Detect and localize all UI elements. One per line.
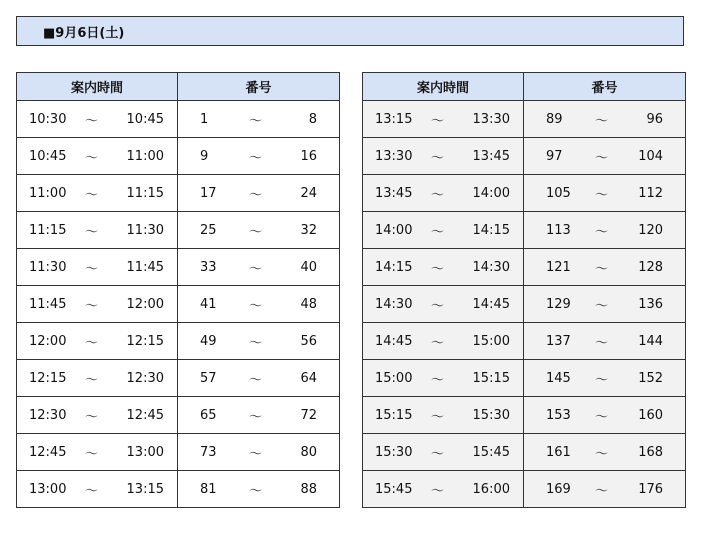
time-start-cell: 15:45 [363,471,419,508]
number-start-cell: 137 [524,323,582,360]
table-row [363,397,686,434]
number-range-separator: 〜 [236,397,276,434]
time-end-cell: 11:00 [111,138,178,175]
number-range-separator: 〜 [582,471,622,508]
time-start-cell: 13:30 [363,138,419,175]
number-start-cell: 145 [524,360,582,397]
time-start-cell: 15:00 [363,360,419,397]
table-row [363,101,686,138]
time-range-separator: 〜 [419,249,457,286]
time-end-cell: 13:15 [111,471,178,508]
table-row [17,286,340,323]
time-range-separator: 〜 [73,101,111,138]
time-range-separator: 〜 [419,286,457,323]
number-range-separator: 〜 [236,212,276,249]
table-header-row [363,73,686,101]
table-row [363,249,686,286]
column-header-number: 番号 [178,73,340,101]
number-range-separator: 〜 [582,397,622,434]
time-end-cell: 15:30 [457,397,524,434]
time-start-cell: 11:00 [17,175,73,212]
time-start-cell: 12:30 [17,397,73,434]
time-end-cell: 13:30 [457,101,524,138]
table-row [17,323,340,360]
time-range-separator: 〜 [419,397,457,434]
number-end-cell: 112 [622,175,686,212]
time-range-separator: 〜 [73,360,111,397]
time-end-cell: 11:45 [111,249,178,286]
number-start-cell: 89 [524,101,582,138]
table-row [17,434,340,471]
number-range-separator: 〜 [236,138,276,175]
number-end-cell: 96 [622,101,686,138]
time-end-cell: 10:45 [111,101,178,138]
time-start-cell: 13:45 [363,175,419,212]
time-range-separator: 〜 [419,471,457,508]
table-row [363,138,686,175]
schedule-body-morning [17,101,340,508]
time-range-separator: 〜 [419,323,457,360]
number-end-cell: 120 [622,212,686,249]
number-start-cell: 129 [524,286,582,323]
date-banner [16,16,684,46]
time-range-separator: 〜 [73,212,111,249]
table-row [17,138,340,175]
time-end-cell: 11:30 [111,212,178,249]
time-end-cell: 12:15 [111,323,178,360]
time-end-cell: 14:00 [457,175,524,212]
time-start-cell: 14:00 [363,212,419,249]
schedule-table-afternoon [362,72,686,508]
number-start-cell: 25 [178,212,236,249]
time-end-cell: 14:45 [457,286,524,323]
number-range-separator: 〜 [582,360,622,397]
number-end-cell: 32 [276,212,340,249]
time-range-separator: 〜 [73,434,111,471]
number-start-cell: 73 [178,434,236,471]
time-start-cell: 13:15 [363,101,419,138]
time-end-cell: 15:15 [457,360,524,397]
time-start-cell: 10:30 [17,101,73,138]
number-end-cell: 16 [276,138,340,175]
time-start-cell: 10:45 [17,138,73,175]
number-start-cell: 17 [178,175,236,212]
time-start-cell: 12:00 [17,323,73,360]
number-end-cell: 8 [276,101,340,138]
time-end-cell: 16:00 [457,471,524,508]
time-end-cell: 12:45 [111,397,178,434]
time-end-cell: 12:30 [111,360,178,397]
table-row [17,212,340,249]
time-range-separator: 〜 [73,397,111,434]
schedule-body-afternoon [363,101,686,508]
table-row [363,360,686,397]
time-end-cell: 11:15 [111,175,178,212]
table-row [17,397,340,434]
time-start-cell: 13:00 [17,471,73,508]
time-start-cell: 15:15 [363,397,419,434]
table-header-row [17,73,340,101]
table-row [363,212,686,249]
number-end-cell: 152 [622,360,686,397]
number-range-separator: 〜 [582,286,622,323]
table-row [17,249,340,286]
time-start-cell: 11:45 [17,286,73,323]
number-range-separator: 〜 [582,101,622,138]
time-range-separator: 〜 [73,249,111,286]
time-start-cell: 15:30 [363,434,419,471]
number-end-cell: 88 [276,471,340,508]
time-range-separator: 〜 [73,471,111,508]
number-start-cell: 9 [178,138,236,175]
schedule-table-morning [16,72,340,508]
table-row [363,323,686,360]
time-range-separator: 〜 [419,175,457,212]
time-range-separator: 〜 [73,138,111,175]
number-end-cell: 24 [276,175,340,212]
table-row [17,360,340,397]
number-end-cell: 160 [622,397,686,434]
number-start-cell: 105 [524,175,582,212]
time-range-separator: 〜 [419,212,457,249]
number-range-separator: 〜 [582,175,622,212]
time-end-cell: 13:45 [457,138,524,175]
number-start-cell: 97 [524,138,582,175]
number-range-separator: 〜 [582,249,622,286]
number-start-cell: 153 [524,397,582,434]
time-end-cell: 14:15 [457,212,524,249]
number-start-cell: 81 [178,471,236,508]
table-row [363,175,686,212]
number-end-cell: 48 [276,286,340,323]
number-start-cell: 161 [524,434,582,471]
number-start-cell: 169 [524,471,582,508]
number-range-separator: 〜 [582,138,622,175]
column-header-time: 案内時間 [17,73,178,101]
number-range-separator: 〜 [582,212,622,249]
number-range-separator: 〜 [236,175,276,212]
time-range-separator: 〜 [419,434,457,471]
time-start-cell: 14:45 [363,323,419,360]
number-start-cell: 1 [178,101,236,138]
number-end-cell: 40 [276,249,340,286]
date-label: ■9月6日(土) [43,25,125,41]
time-start-cell: 12:15 [17,360,73,397]
table-row [363,286,686,323]
time-end-cell: 15:00 [457,323,524,360]
number-range-separator: 〜 [236,249,276,286]
time-end-cell: 14:30 [457,249,524,286]
number-range-separator: 〜 [582,323,622,360]
number-start-cell: 113 [524,212,582,249]
time-range-separator: 〜 [73,323,111,360]
time-range-separator: 〜 [419,101,457,138]
number-start-cell: 121 [524,249,582,286]
table-row [17,471,340,508]
time-start-cell: 12:45 [17,434,73,471]
number-range-separator: 〜 [236,471,276,508]
number-end-cell: 176 [622,471,686,508]
number-range-separator: 〜 [236,434,276,471]
number-range-separator: 〜 [236,323,276,360]
time-range-separator: 〜 [73,175,111,212]
number-end-cell: 80 [276,434,340,471]
time-start-cell: 14:15 [363,249,419,286]
number-range-separator: 〜 [236,360,276,397]
number-end-cell: 56 [276,323,340,360]
table-row [363,471,686,508]
time-end-cell: 15:45 [457,434,524,471]
time-start-cell: 11:15 [17,212,73,249]
time-end-cell: 12:00 [111,286,178,323]
number-end-cell: 168 [622,434,686,471]
time-range-separator: 〜 [419,360,457,397]
number-end-cell: 128 [622,249,686,286]
number-start-cell: 49 [178,323,236,360]
column-header-number: 番号 [524,73,686,101]
number-range-separator: 〜 [236,101,276,138]
number-end-cell: 136 [622,286,686,323]
time-start-cell: 14:30 [363,286,419,323]
number-start-cell: 65 [178,397,236,434]
number-range-separator: 〜 [236,286,276,323]
time-start-cell: 11:30 [17,249,73,286]
time-end-cell: 13:00 [111,434,178,471]
number-end-cell: 72 [276,397,340,434]
number-end-cell: 64 [276,360,340,397]
number-end-cell: 144 [622,323,686,360]
time-range-separator: 〜 [73,286,111,323]
table-row [17,101,340,138]
number-start-cell: 41 [178,286,236,323]
number-start-cell: 33 [178,249,236,286]
number-range-separator: 〜 [582,434,622,471]
column-header-time: 案内時間 [363,73,524,101]
number-start-cell: 57 [178,360,236,397]
table-row [17,175,340,212]
time-range-separator: 〜 [419,138,457,175]
table-row [363,434,686,471]
number-end-cell: 104 [622,138,686,175]
